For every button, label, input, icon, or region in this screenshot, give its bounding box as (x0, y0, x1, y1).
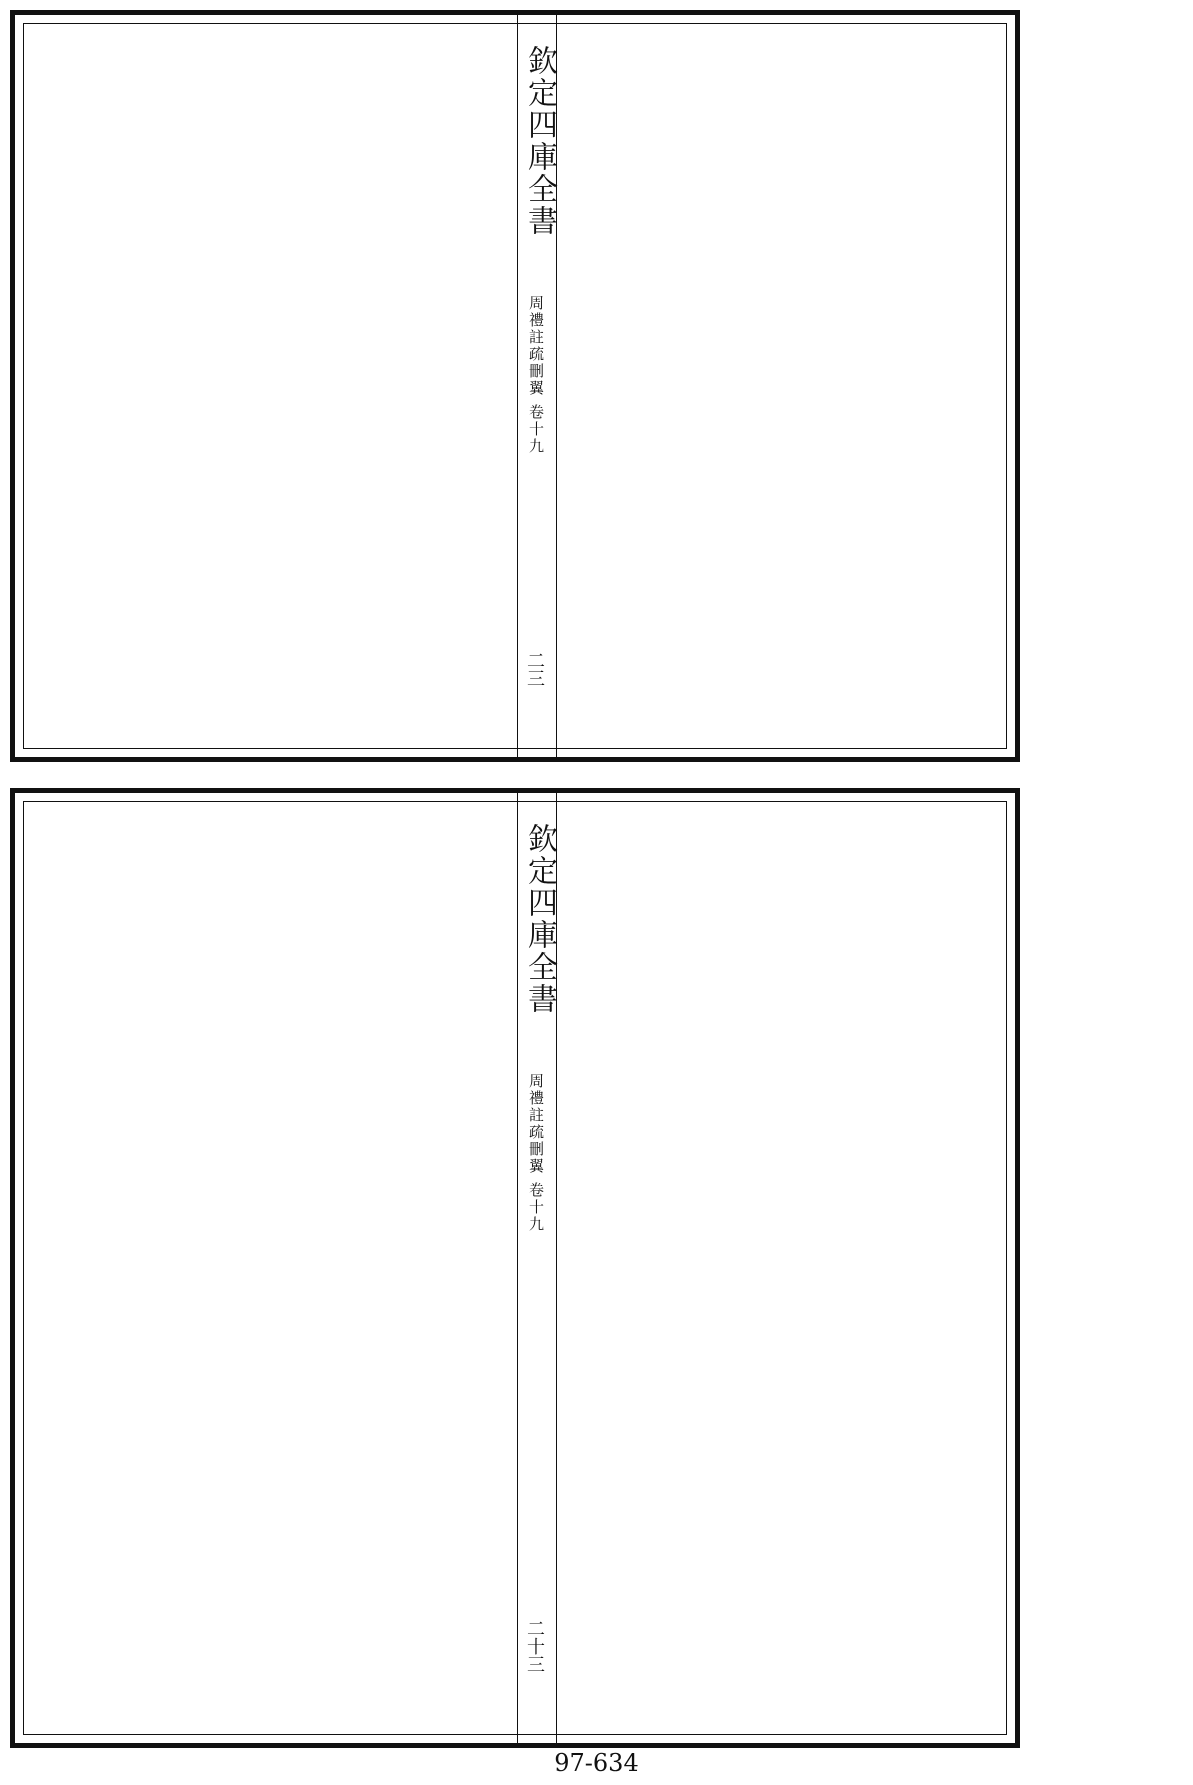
bottom-book-title: 欽定四庫全書 (522, 823, 557, 1015)
top-center-label (517, 15, 557, 757)
bottom-volume-info: 周禮註疏刪翼 卷十九 (527, 1073, 545, 1233)
top-volume-info: 周禮註疏刪翼 卷十九 (527, 295, 545, 455)
top-page (10, 10, 1020, 762)
top-folio-number: 二三 (524, 651, 545, 687)
bottom-page (10, 788, 1020, 1748)
bottom-folio-number: 二十三 (524, 1619, 545, 1673)
page-number: 97-634 (554, 1749, 639, 1777)
bottom-center-label (517, 793, 557, 1743)
top-book-title: 欽定四庫全書 (522, 45, 557, 237)
